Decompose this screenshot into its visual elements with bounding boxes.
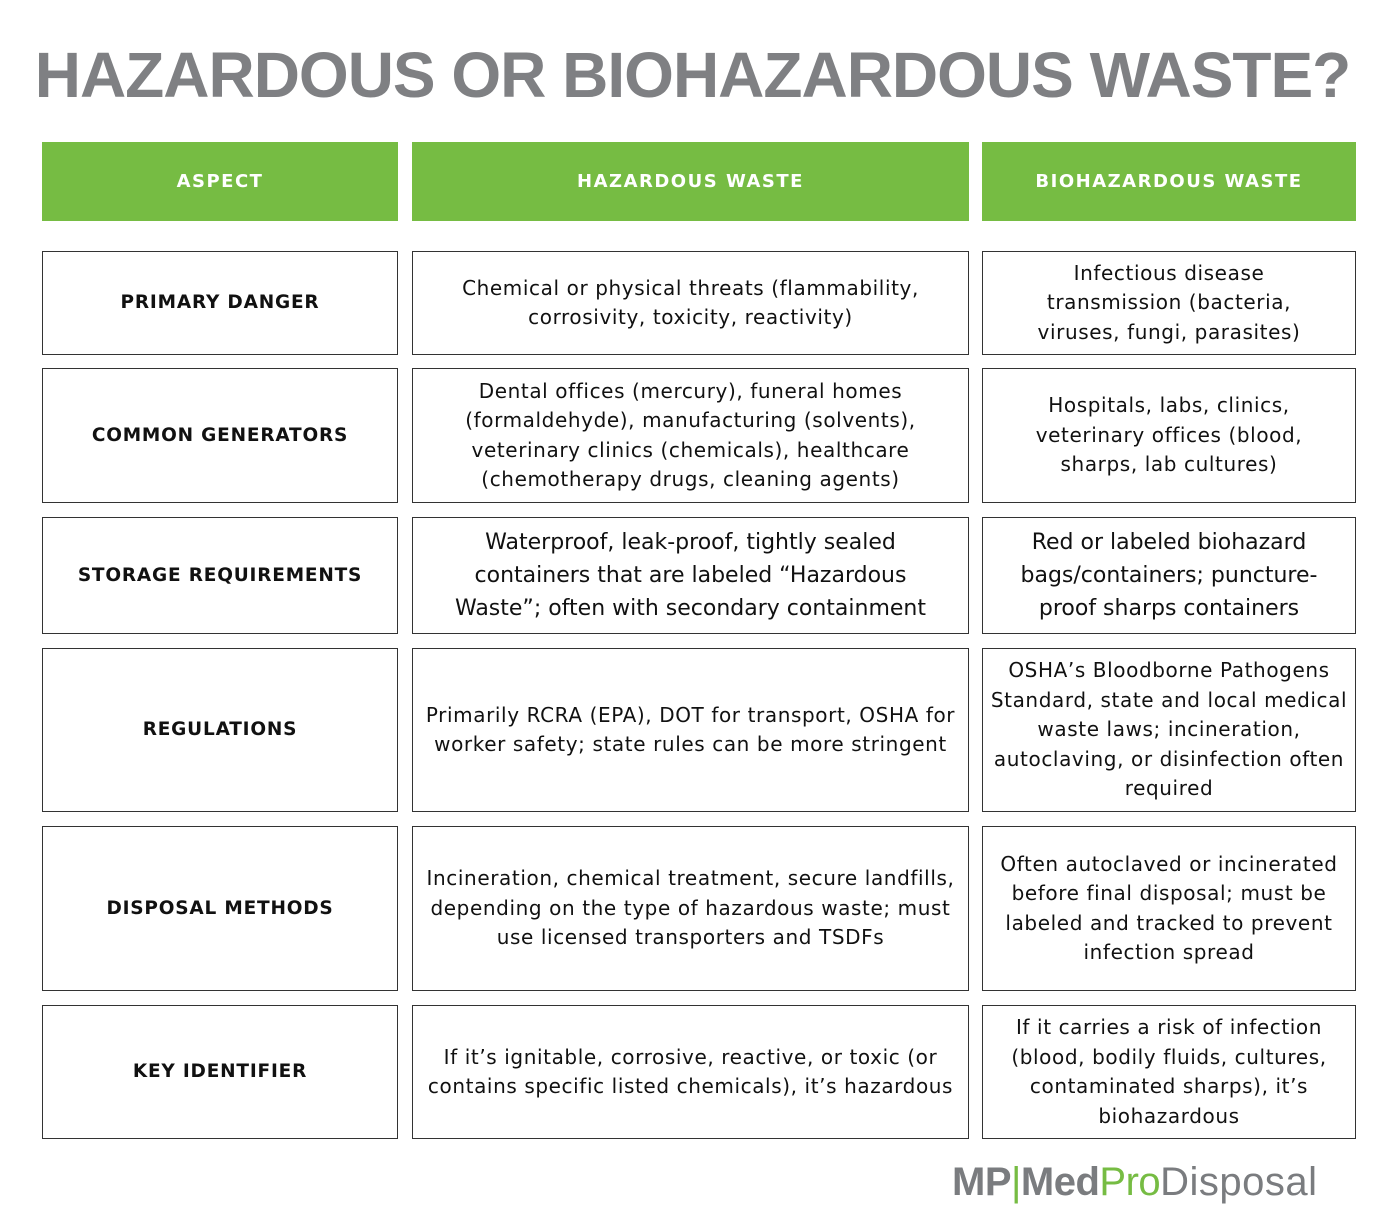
header-aspect: ASPECT <box>42 142 398 221</box>
biohazardous-common-generators: Hospitals, labs, clinics, veterinary offices (blood, sharps, lab cultures) <box>982 368 1356 503</box>
hazardous-key-identifier: If it’s ignitable, corrosive, reactive, or toxic (or contains specific listed chemicals), it’s hazardous <box>412 1005 969 1139</box>
medpro-disposal-logo <box>952 1160 1318 1205</box>
logo-med: Med <box>1020 1160 1100 1204</box>
biohazardous-key-identifier: If it carries a risk of infection (blood, bodily fluids, cultures, contaminated sharps), it’s biohazardous <box>982 1005 1356 1139</box>
hazardous-storage-requirements: Waterproof, leak-proof, tightly sealed containers that are labeled “Hazardous Waste”; often with secondary containment <box>412 517 969 634</box>
aspect-storage-requirements: STORAGE REQUIREMENTS <box>42 517 398 634</box>
aspect-key-identifier: KEY IDENTIFIER <box>42 1005 398 1139</box>
logo-pro: Pro <box>1099 1160 1161 1204</box>
header-hazardous-waste: HAZARDOUS WASTE <box>412 142 969 221</box>
logo-mp-mark: MP <box>952 1160 1011 1204</box>
logo-disposal: Disposal <box>1160 1160 1318 1204</box>
hazardous-regulations: Primarily RCRA (EPA), DOT for transport, OSHA for worker safety; state rules can be more stringent <box>412 648 969 812</box>
header-biohazardous-waste: BIOHAZARDOUS WASTE <box>982 142 1356 221</box>
biohazardous-regulations: OSHA’s Bloodborne Pathogens Standard, state and local medical waste laws; incineration, autoclaving, or disinfection often required <box>982 648 1356 812</box>
aspect-regulations: REGULATIONS <box>42 648 398 812</box>
aspect-primary-danger: PRIMARY DANGER <box>42 251 398 355</box>
hazardous-common-generators: Dental offices (mercury), funeral homes (formaldehyde), manufacturing (solvents), veterinary clinics (chemicals), healthcare (chemotherapy drugs, cleaning agents) <box>412 368 969 503</box>
logo-divider: | <box>1011 1160 1021 1204</box>
aspect-disposal-methods: DISPOSAL METHODS <box>42 826 398 991</box>
aspect-common-generators: COMMON GENERATORS <box>42 368 398 503</box>
hazardous-primary-danger: Chemical or physical threats (flammability, corrosivity, toxicity, reactivity) <box>412 251 969 355</box>
biohazardous-storage-requirements: Red or labeled biohazard bags/containers; puncture-proof sharps containers <box>982 517 1356 634</box>
hazardous-disposal-methods: Incineration, chemical treatment, secure landfills, depending on the type of hazardous waste; must use licensed transporters and TSDFs <box>412 826 969 991</box>
biohazardous-disposal-methods: Often autoclaved or incinerated before final disposal; must be labeled and tracked to prevent infection spread <box>982 826 1356 991</box>
biohazardous-primary-danger: Infectious disease transmission (bacteria, viruses, fungi, parasites) <box>982 251 1356 355</box>
page-title: HAZARDOUS OR BIOHAZARDOUS WASTE? <box>34 39 1351 111</box>
